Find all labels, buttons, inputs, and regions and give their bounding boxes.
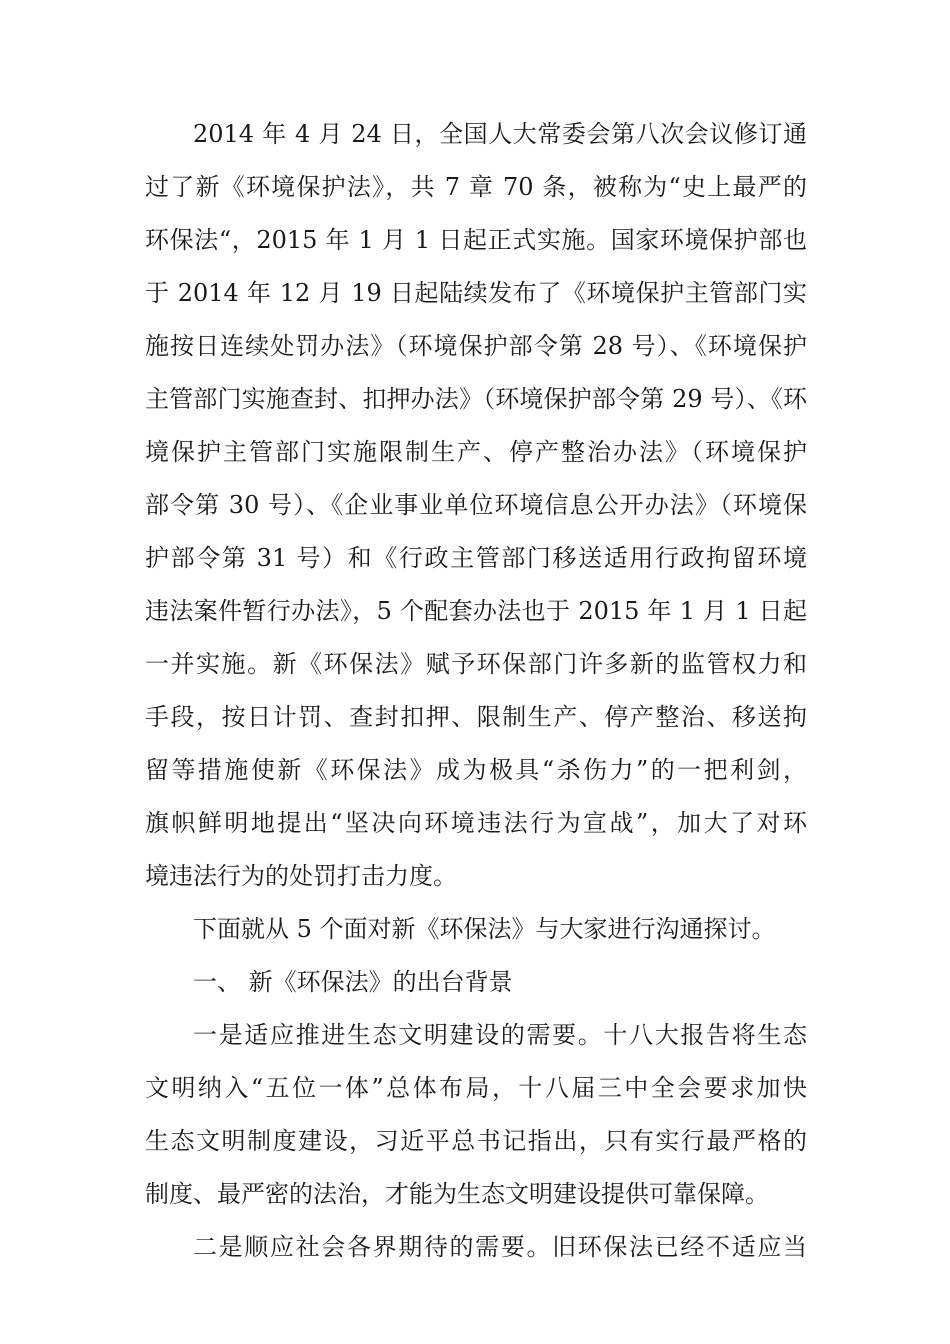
text-line: 二是顺应社会各界期待的需要。旧环保法已经不适应当	[193, 1233, 807, 1261]
text-line: 2014 年 4 月 24 日，全国人大常委会第八次会议修订通	[193, 120, 807, 148]
text-line: 主管部门实施查封、扣押办法》（环境保护部令第 29 号）、《环	[145, 385, 807, 413]
text-line: 文明纳入“五位一体”总体布局，十八届三中全会要求加快	[145, 1074, 807, 1102]
paragraph-point-2	[145, 1221, 807, 1274]
text-line: 于 2014 年 12 月 19 日起陆续发布了《环境保护主管部门实	[145, 279, 807, 307]
document-body	[145, 108, 807, 1274]
text-line: 一是适应推进生态文明建设的需要。十八大报告将生态	[193, 1021, 807, 1049]
text-line: 一并实施。新《环保法》赋予环保部门许多新的监管权力和	[145, 650, 807, 678]
paragraph-lead-in	[145, 903, 807, 956]
paragraph-intro	[145, 108, 807, 903]
text-line: 制度、最严密的法治，才能为生态文明建设提供可靠保障。	[145, 1180, 769, 1208]
text-line: 旗帜鲜明地提出“坚决向环境违法行为宣战”，加大了对环	[145, 809, 807, 837]
text-line: 下面就从 5 个面对新《环保法》与大家进行沟通探讨。	[193, 915, 776, 943]
text-line: 生态文明制度建设，习近平总书记指出，只有实行最严格的	[145, 1127, 807, 1155]
paragraph-point-1	[145, 1009, 807, 1221]
text-line: 手段，按日计罚、查封扣押、限制生产、停产整治、移送拘	[145, 703, 807, 731]
text-line: 境违法行为的处罚打击力度。	[145, 862, 457, 890]
section-heading	[145, 956, 807, 1009]
text-line: 境保护主管部门实施限制生产、停产整治办法》（环境保护	[145, 438, 807, 466]
heading-line: 一、 新《环保法》的出台背景	[193, 968, 513, 996]
text-line: 部令第 30 号）、《企业事业单位环境信息公开办法》（环境保	[145, 491, 807, 519]
text-line: 护部令第 31 号）和《行政主管部门移送适用行政拘留环境	[145, 544, 807, 572]
text-line: 过了新《环境保护法》，共 7 章 70 条，被称为“史上最严的	[145, 173, 807, 201]
text-line: 环保法“，2015 年 1 月 1 日起正式实施。国家环境保护部也	[145, 226, 807, 254]
text-line: 施按日连续处罚办法》（环境保护部令第 28 号）、《环境保护	[145, 332, 807, 360]
text-line: 留等措施使新《环保法》成为极具“杀伤力”的一把利剑，	[145, 756, 807, 784]
text-line: 违法案件暂行办法》，5 个配套办法也于 2015 年 1 月 1 日起	[145, 597, 807, 625]
